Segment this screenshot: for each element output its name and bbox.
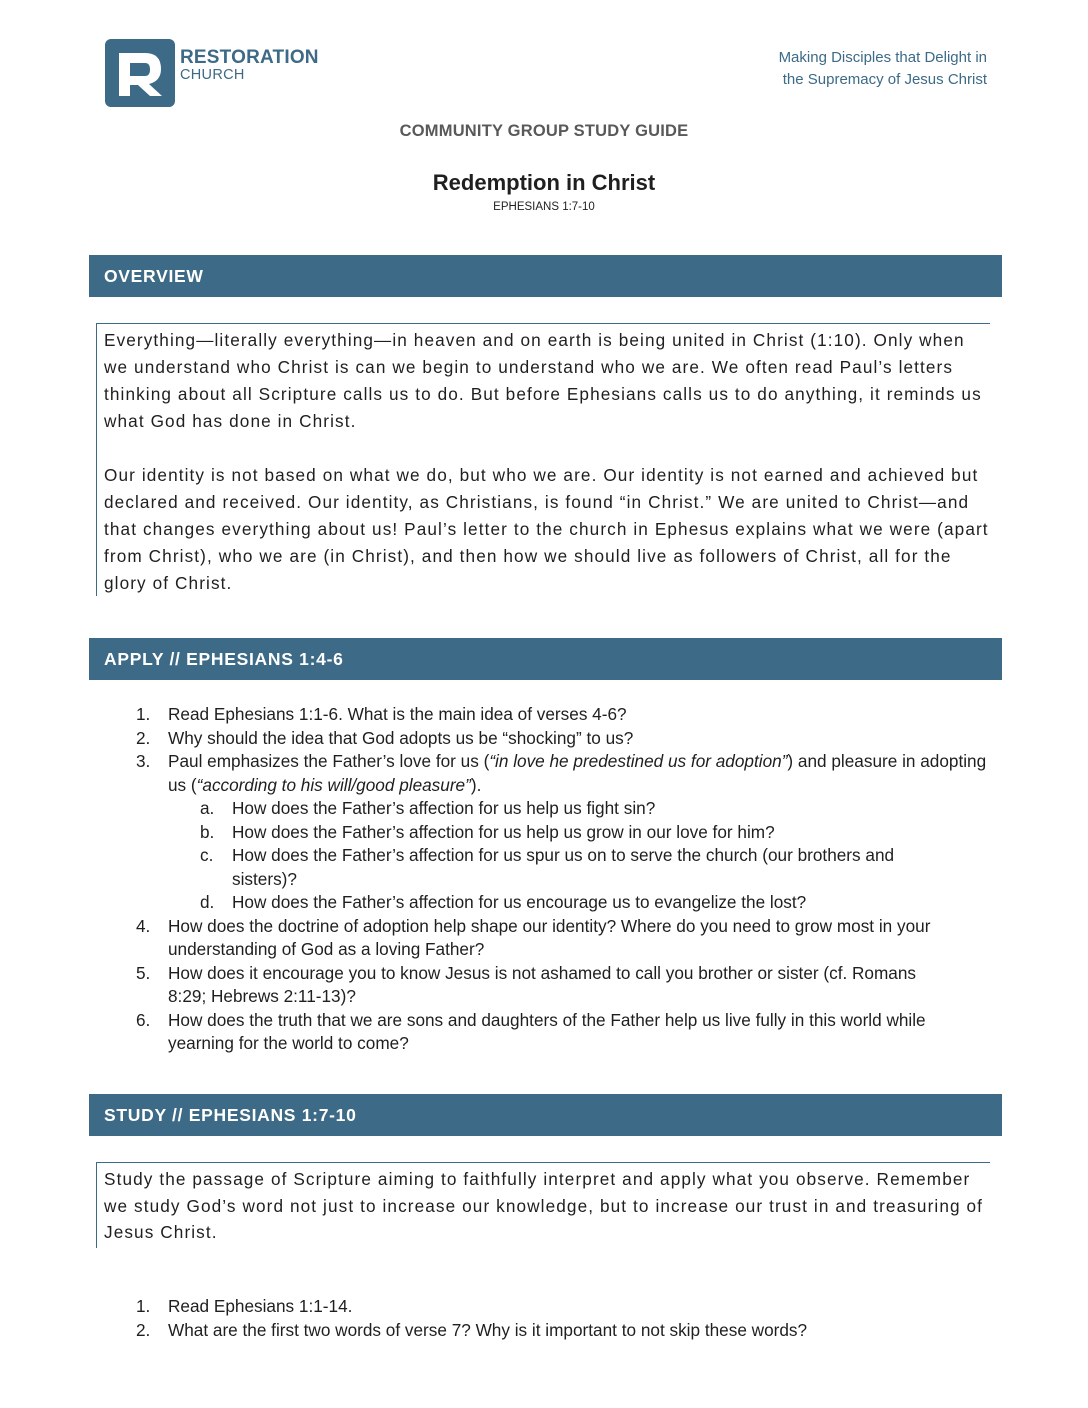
list-item: 5. How does it encourage you to know Jesus is not ashamed to call you brother or sister (cf. Romans 8:29; Hebrews 2:11-13)? [136,962,917,1006]
apply-question-list [136,703,996,1056]
overview-paragraph-2: Our identity is not based on what we do, but who we are. Our identity is not earned and achieved but declared and received. Our identity, as Christians, is found “in Christ.” We are united to Christ—and that changes everything about us! Paul’s letter to the church in Ephesus explains what we were (apart from Christ), who we are (in Christ), and then how we should live as followers of Christ, all for the glory of Christ. [104,465,989,593]
apply-q3b: How does the Father’s affection for us help us grow in our love for him? [232,821,775,842]
apply-q3a: How does the Father’s affection for us help us fight sin? [232,798,656,818]
overview-heading: OVERVIEW [89,255,1002,297]
list-item: 2. What are the first two words of verse 7? Why is it important to not skip these words? [136,1319,808,1340]
study-q1: Read Ephesians 1:1-14. [168,1296,353,1316]
list-item: 3. Paul emphasizes the Father’s love for us (“in love he predestined us for adoption”) and pleasure in adopting us (“according to his will/good pleasure”). a. How does the Father’s affection for us help us fight sin? b. How does the Father’s affection for us help us grow in our love for him? c. How does the Father’s affection for us spur us on to serve the church (our brothers and sisters)? d. How does the Father’s affection for us encourage us to evangelize the lost? [136,750,996,915]
apply-q4: How does the doctrine of adoption help shape our identity? Where do you need to grow most in your understanding of God as a loving Father? [168,915,931,959]
r-logo-icon [105,39,175,107]
study-q2: What are the first two words of verse 7? Why is it important to not skip these words? [168,1319,808,1340]
page-title: Redemption in Christ [432,170,656,195]
tagline [779,47,987,91]
apply-q3-text: Paul emphasizes the Father’s love for us (“in love he predestined us for adoption”) and pleasure in adopting us (“according to his will/good pleasure”). [168,751,987,795]
list-item: c. How does the Father’s affection for us spur us on to serve the church (our brothers and sisters)? [200,845,895,889]
list-item: 1. Read Ephesians 1:1-6. What is the main idea of verses 4-6? [136,704,627,724]
list-item: b. How does the Father’s affection for us help us grow in our love for him? [200,821,775,842]
apply-q1: Read Ephesians 1:1-6. What is the main idea of verses 4-6? [168,704,627,724]
list-item: 6. How does the truth that we are sons and daughters of the Father help us live fully in this world while yearning for the world to come? [136,1009,926,1053]
church-logo [105,39,175,107]
brand-line-2: CHURCH [180,67,245,83]
apply-heading: APPLY // EPHESIANS 1:4-6 [89,638,1002,680]
overview-paragraph-1: Everything—literally everything—in heaven and on earth is being united in Christ (1:10). Only when we understand who Christ is can we begin to understand who we are. We often read Paul’s letters thinking about all Scripture calls us to do. But before Ephesians calls us to do anything, it reminds us what God has done in Christ. [104,330,982,431]
study-intro: Study the passage of Scripture aiming to faithfully interpret and apply what you observe. Remember we study God’s word not just to increase our knowledge, but to increase our trust in and treasuring of Jesus Christ. [104,1169,984,1242]
tagline-line-1: Making Disciples that Delight in [778,49,987,66]
list-item: 4. How does the doctrine of adoption help shape our identity? Where do you need to grow most in your understanding of God as a loving Father? [136,915,931,959]
study-callout [96,1162,990,1248]
scripture-reference: EPHESIANS 1:7-10 [493,201,595,213]
study-question-list [136,1295,996,1342]
apply-q5: How does it encourage you to know Jesus is not ashamed to call you brother or sister (cf. Romans 8:29; Hebrews 2:11-13)? [168,962,917,1006]
apply-q3c: How does the Father’s affection for us spur us on to serve the church (our brothers and sisters)? [232,845,895,889]
tagline-line-2: the Supremacy of Jesus Christ [782,71,987,88]
apply-q2: Why should the idea that God adopts us be “shocking” to us? [168,727,634,748]
brand-line-1: RESTORATION [180,47,319,68]
list-item: a. How does the Father’s affection for us help us fight sin? [200,798,656,818]
apply-q3-sublist [136,797,996,915]
guide-title: COMMUNITY GROUP STUDY GUIDE [399,122,689,140]
list-item: d. How does the Father’s affection for us encourage us to evangelize the lost? [200,892,807,912]
study-heading: STUDY // EPHESIANS 1:7-10 [89,1094,1002,1136]
list-item: 2. Why should the idea that God adopts us be “shocking” to us? [136,727,634,748]
apply-q3d: How does the Father’s affection for us encourage us to evangelize the lost? [232,892,807,912]
brand-name [180,48,319,83]
apply-q6: How does the truth that we are sons and daughters of the Father help us live fully in this world while yearning for the world to come? [168,1009,926,1053]
list-item: 1. Read Ephesians 1:1-14. [136,1296,353,1316]
overview-callout [96,323,990,596]
